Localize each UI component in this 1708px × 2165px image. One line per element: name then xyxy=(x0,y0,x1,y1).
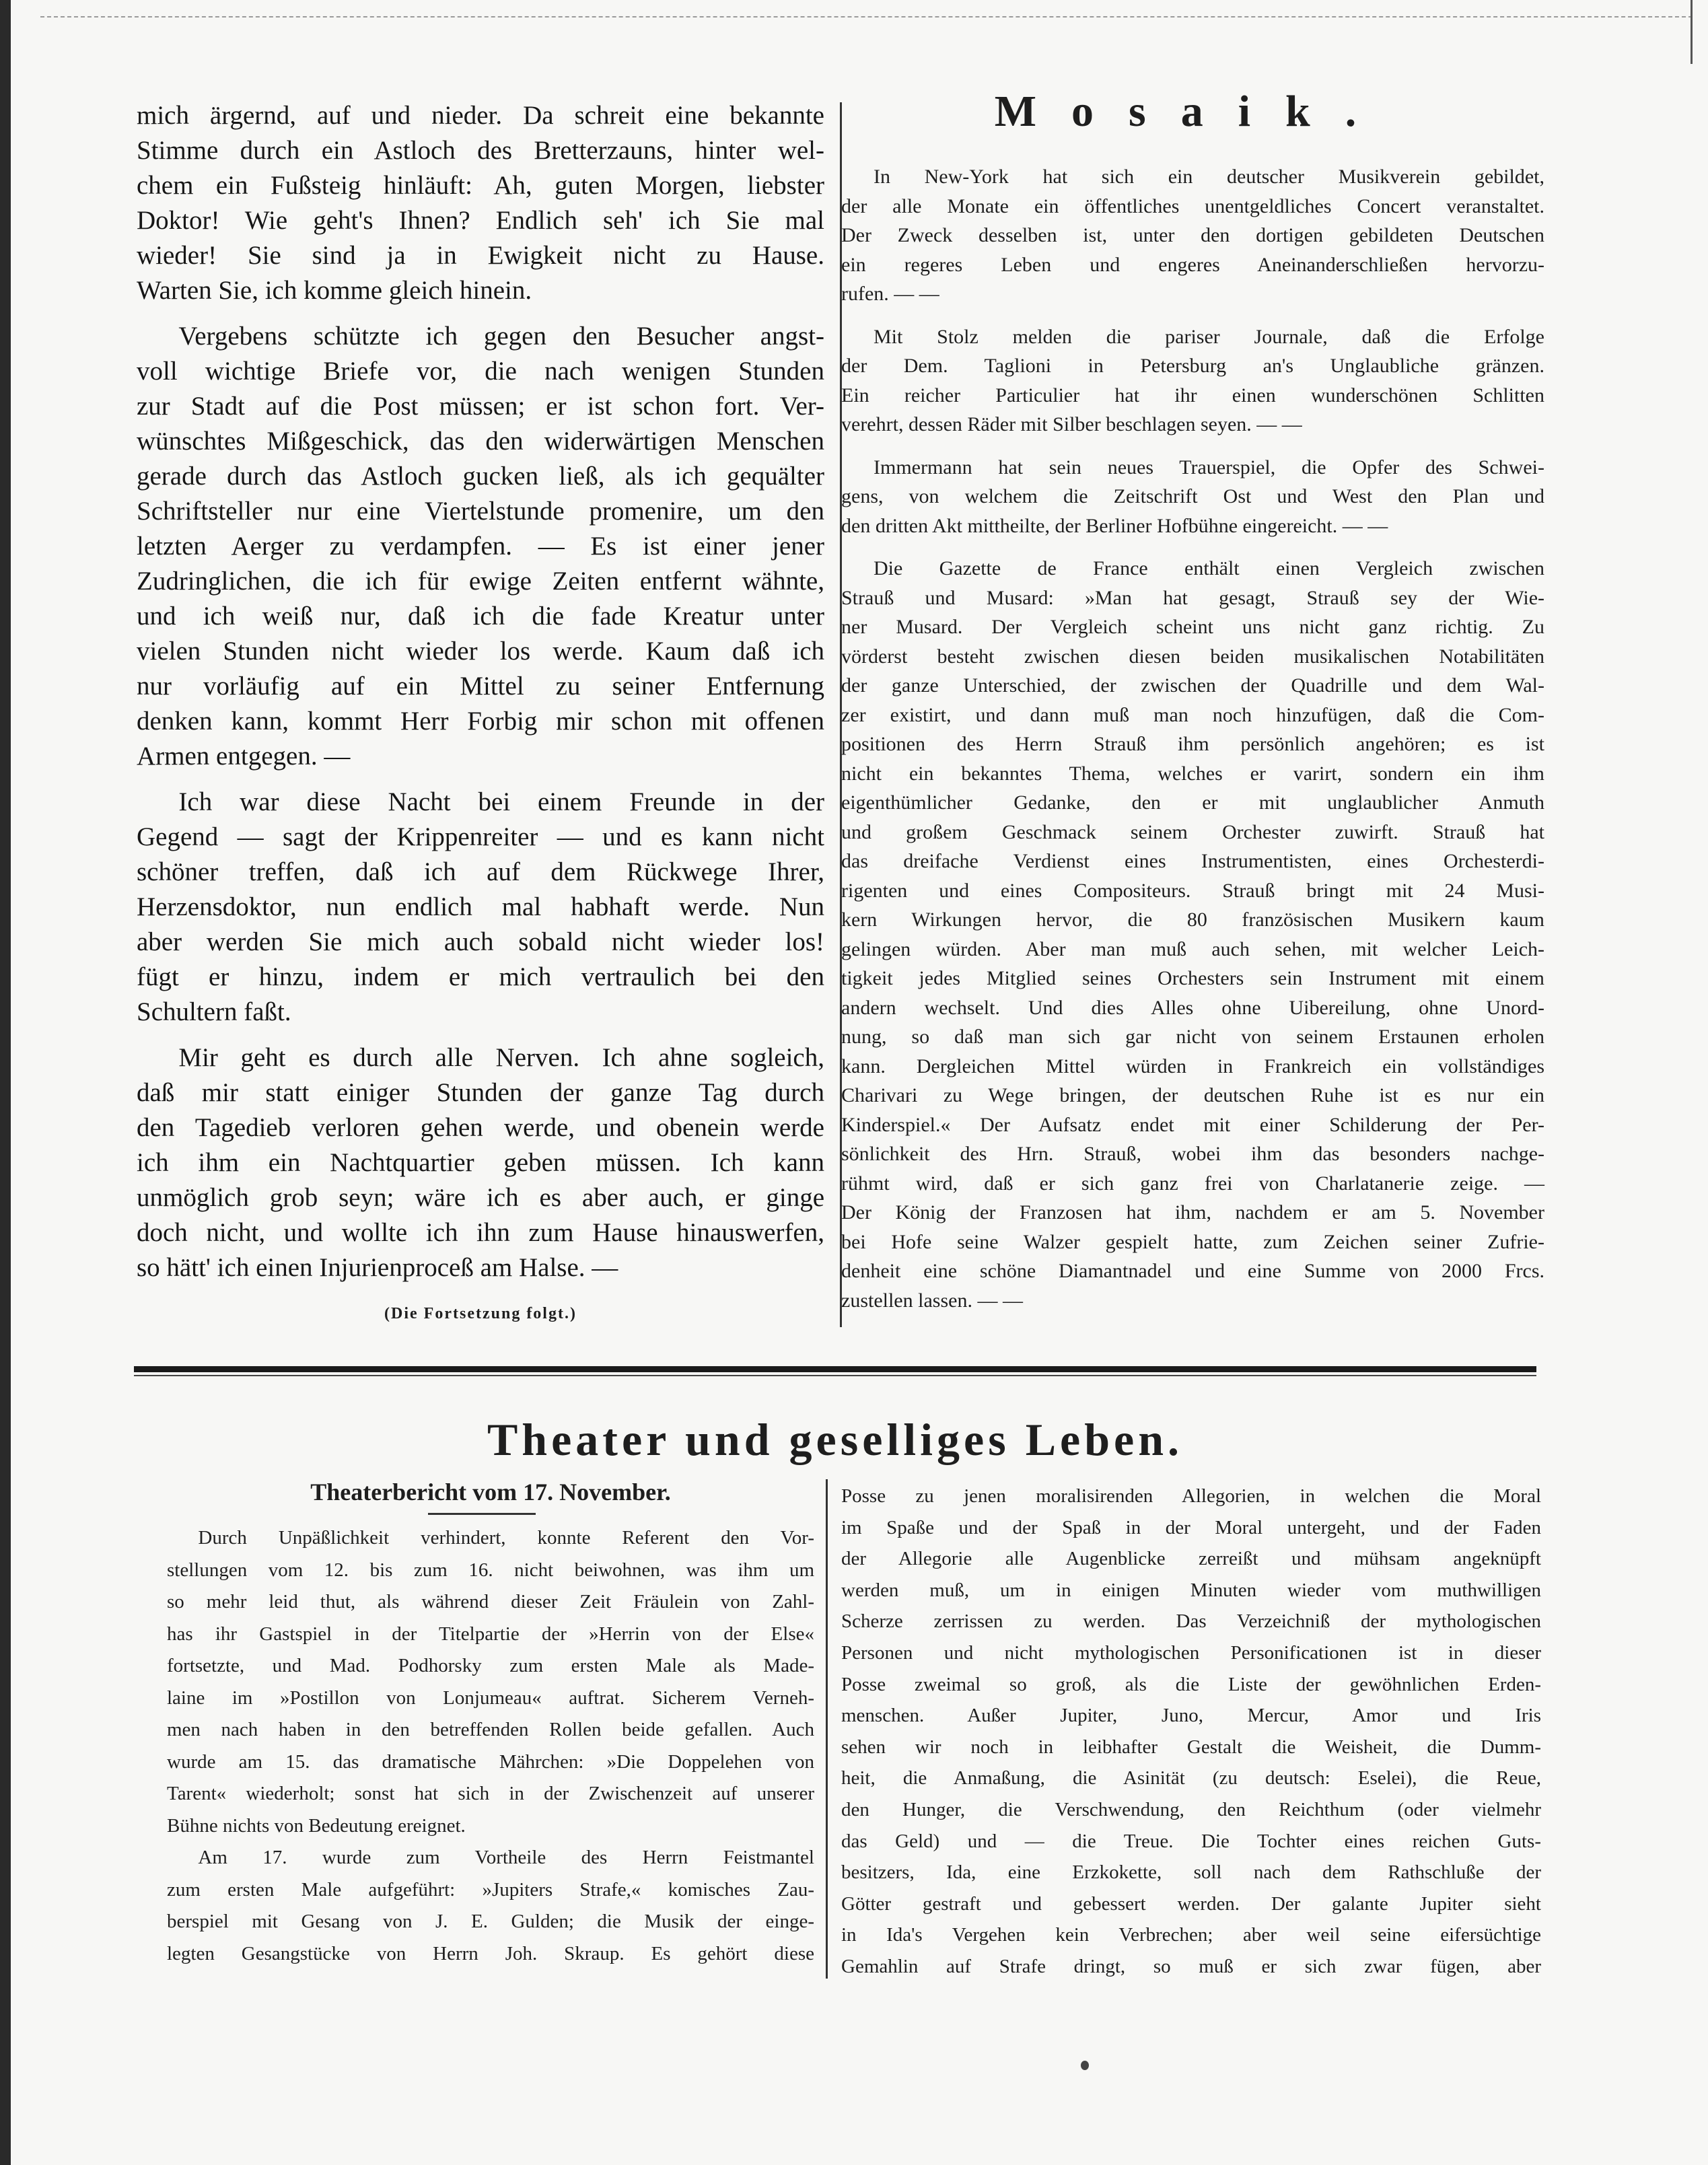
text-line: aber werden Sie mich auch sobald nicht wieder los! xyxy=(137,927,824,956)
text-line: Posse zweimal so groß, als die Liste der gewöhnlichen Erden- xyxy=(841,1673,1541,1695)
text-line: Am 17. wurde zum Vortheile des Herrn Feistmantel xyxy=(198,1847,814,1868)
story-column xyxy=(137,98,824,1285)
text-line: stellungen vom 12. bis zum 16. nicht beiwohnen, was ihm um xyxy=(167,1559,814,1581)
text-line: gens, von welchem die Zeitschrift Ost und West den Plan und xyxy=(841,485,1544,507)
text-line: sönlichkeit des Hrn. Strauß, wobei ihm das besonders nachge- xyxy=(841,1143,1544,1165)
mosaik-column xyxy=(841,162,1544,1315)
paragraph xyxy=(137,1040,824,1285)
paragraph xyxy=(137,98,824,308)
text-line: zum ersten Male aufgeführt: »Jupiters Strafe,« komisches Zau- xyxy=(167,1878,814,1901)
mosaik-heading: Mosaik. xyxy=(994,87,1392,136)
text-line: Herzensdoktor, nun endlich mal habhaft werde. Nun xyxy=(137,892,824,921)
text-line: In New-York hat sich ein deutscher Musikverein gebildet, xyxy=(874,166,1544,188)
paragraph xyxy=(841,554,1544,1315)
text-line: Götter gestraft und gebessert werden. Der galante Jupiter sieht xyxy=(841,1892,1541,1915)
text-line: denken kann, kommt Herr Forbig mir schon mit offenen xyxy=(137,707,824,736)
text-line: Tarent« wiederholt; sonst hat sich in der Zwischenzeit auf unserer xyxy=(167,1783,814,1804)
text-line: Mit Stolz melden die pariser Journale, daß die Erfolge xyxy=(874,325,1544,348)
section-heading: Theater und geselliges Leben. xyxy=(487,1414,1184,1465)
text-line: Ich war diese Nacht bei einem Freunde in der xyxy=(178,787,824,816)
text-line: Armen entgegen. — xyxy=(137,742,351,771)
text-line: schöner treffen, daß ich auf dem Rückwege Ihrer, xyxy=(137,857,824,886)
section-divider-thin xyxy=(134,1375,1536,1376)
paragraph xyxy=(167,1842,814,1970)
text-line: wünschtes Mißgeschick, das den widerwärtigen Menschen xyxy=(137,427,824,456)
text-line: menschen. Außer Jupiter, Juno, Mercur, Amor und Iris xyxy=(841,1705,1541,1727)
text-line: so mehr leid thut, als während dieser Zeit Fräulein von Zahl- xyxy=(167,1591,814,1612)
report-title: Theaterbericht vom 17. November. xyxy=(310,1479,671,1505)
text-line: Stimme durch ein Astloch des Bretterzauns, hinter wel- xyxy=(137,136,824,165)
text-line: Posse zu jenen moralisirenden Allegorien, in welchen die Moral xyxy=(841,1485,1541,1507)
text-line: Warten Sie, ich komme gleich hinein. xyxy=(137,276,532,305)
text-line: so hätt' ich einen Injurienproceß am Halse. — xyxy=(137,1253,618,1282)
text-line: laine im »Postillon von Lonjumeau« auftrat. Sicherem Verneh- xyxy=(167,1687,814,1709)
text-line: Bühne nichts von Bedeutung ereignet. xyxy=(167,1814,466,1837)
text-line: das Geld) und — die Treue. Die Tochter eines reichen Guts- xyxy=(841,1830,1541,1852)
text-line: sehen wir noch in leibhafter Gestalt die Weisheit, die Dumm- xyxy=(841,1736,1541,1758)
text-line: voll wichtige Briefe vor, die nach wenigen Stunden xyxy=(137,357,824,386)
text-line: gerade durch das Astloch gucken ließ, als ich gequälter xyxy=(137,462,824,491)
text-line: has ihr Gastspiel in der Titelpartie der »Herrin von der Else« xyxy=(167,1623,814,1645)
text-line: gelingen würden. Aber man muß auch sehen, mit welcher Leich- xyxy=(841,937,1544,960)
top-border-rule xyxy=(40,16,1693,17)
text-line: Gemahlin auf Strafe dringt, so muß er sich zwar fügen, aber xyxy=(841,1955,1541,1977)
paragraph xyxy=(841,162,1544,309)
text-line: der alle Monate ein öffentliches unentgeldliches Concert veranstaltet. xyxy=(841,194,1544,217)
text-line: verehrt, dessen Räder mit Silber beschlagen seyen. — — xyxy=(841,413,1302,435)
text-line: besitzers, Ida, eine Erzkokette, soll nach dem Rathschluße der xyxy=(841,1861,1541,1884)
text-line: und großem Geschmack seinem Orchester zuwirft. Strauß hat xyxy=(841,820,1544,843)
text-line: Die Gazette de France enthält einen Vergleich zwischen xyxy=(874,557,1544,579)
text-line: den dritten Akt mittheilte, der Berliner Hofbühne eingereicht. — — xyxy=(841,514,1388,537)
text-line: Immermann hat sein neues Trauerspiel, die Opfer des Schwei- xyxy=(874,456,1544,478)
text-line: vielen Stunden nicht wieder los werde. Kaum daß ich xyxy=(137,637,824,666)
text-line: ich ihm ein Nachtquartier geben müssen. Ich kann xyxy=(137,1148,824,1177)
text-line: letzten Aerger zu verdampfen. — Es ist einer jener xyxy=(137,532,824,561)
text-line: nur vorläufig auf ein Mittel zu seiner Entfernung xyxy=(137,672,824,701)
column-divider xyxy=(826,1479,828,1979)
paragraph xyxy=(841,322,1544,439)
text-line: Der König der Franzosen hat ihm, nachdem er am 5. November xyxy=(841,1201,1544,1223)
text-line: Scherze zerrissen zu werden. Das Verzeichniß der mythologischen xyxy=(841,1610,1541,1633)
text-line: Vergebens schützte ich gegen den Besucher angst- xyxy=(178,322,824,351)
text-line: der Allegorie alle Augenblicke zerreißt und mühsam angeknüpft xyxy=(841,1548,1541,1570)
text-line: zustellen lassen. — — xyxy=(841,1289,1023,1312)
text-line: ner Musard. Der Vergleich scheint uns nicht ganz richtig. Zu xyxy=(841,616,1544,638)
text-line: nicht ein bekanntes Thema, welches er varirt, sondern ein ihm xyxy=(841,762,1544,785)
text-line: kern Wirkungen hervor, die 80 französischen Musikern kaum xyxy=(841,909,1544,931)
text-line: ein regeres Leben und engeres Aneinanderschließen hervorzu- xyxy=(841,253,1544,276)
text-line: Charivari zu Wege bringen, der deutschen Ruhe ist es nur ein xyxy=(841,1084,1544,1106)
text-line: der ganze Unterschied, der zwischen der Quadrille und dem Wal- xyxy=(841,674,1544,697)
text-line: Schriftsteller nur eine Viertelstunde promenire, um den xyxy=(137,497,824,526)
text-line: wurde am 15. das dramatische Mährchen: »Die Doppelehen von xyxy=(167,1750,814,1773)
text-line: vörderst besteht zwischen diesen beiden musikalischen Notabilitäten xyxy=(841,645,1544,668)
text-line: legten Gesangstücke von Herrn Joh. Skraup. Es gehört diese xyxy=(167,1942,814,1964)
text-line: andern wechselt. Und dies Alles ohne Uibereilung, ohne Unord- xyxy=(841,996,1544,1019)
text-line: Schultern faßt. xyxy=(137,997,291,1026)
text-line: heit, die Anmaßung, die Asinität (zu deutsch: Eselei), die Reue, xyxy=(841,1767,1541,1789)
text-line: Gegend — sagt der Krippenreiter — und es kann nicht xyxy=(137,822,824,851)
text-line: berspiel mit Gesang von J. E. Gulden; die Musik der einge- xyxy=(167,1911,814,1932)
text-line: wieder! Sie sind ja in Ewigkeit nicht zu Hause. xyxy=(137,241,824,270)
text-line: zer existirt, und dann muß man noch hinzufügen, daß die Com- xyxy=(841,703,1544,726)
paragraph xyxy=(137,319,824,774)
section-divider-thick xyxy=(134,1366,1536,1372)
paragraph xyxy=(137,785,824,1030)
text-line: Doktor! Wie geht's Ihnen? Endlich seh' ich Sie mal xyxy=(137,206,824,235)
text-line: doch nicht, und wollte ich ihn zum Hause hinauswerfen, xyxy=(137,1218,824,1247)
text-line: den Tagedieb verloren gehen werde, und obenein werde xyxy=(137,1113,824,1142)
text-line: Zudringlichen, die ich für ewige Zeiten entfernt wähnte, xyxy=(137,567,824,596)
paragraph xyxy=(841,453,1544,541)
text-line: daß mir statt einiger Stunden der ganze Tag durch xyxy=(137,1078,824,1107)
text-line: in Ida's Vergehen kein Verbrechen; aber weil seine eifersüchtige xyxy=(841,1924,1541,1946)
text-line: nung, so daß man sich gar nicht von seinem Erstaunen erholen xyxy=(841,1026,1544,1048)
text-line: Ein reicher Particulier hat ihr einen wunderschönen Schlitten xyxy=(841,384,1544,406)
title-underline xyxy=(428,1513,536,1515)
text-line: men nach haben in den betreffenden Rollen beide gefallen. Auch xyxy=(167,1719,814,1740)
text-line: zur Stadt auf die Post müssen; er ist schon fort. Ver- xyxy=(137,392,824,421)
text-line: Mir geht es durch alle Nerven. Ich ahne sogleich, xyxy=(178,1043,824,1072)
text-line: rigenten und eines Compositeurs. Strauß bringt mit 24 Musi- xyxy=(841,879,1544,902)
text-line: Personen und nicht mythologischen Personificationen ist in dieser xyxy=(841,1641,1541,1664)
paragraph xyxy=(167,1522,814,1842)
text-line: Kinderspiel.« Der Aufsatz endet mit einer Schilderung der Per- xyxy=(841,1113,1544,1136)
text-line: den Hunger, die Verschwendung, den Reichthum (oder vielmehr xyxy=(841,1798,1541,1820)
scan-page-edge xyxy=(0,0,11,2165)
text-line: unmöglich grob seyn; wäre ich es aber auch, er ginge xyxy=(137,1183,824,1212)
text-line: eigenthümlicher Gedanke, den er mit unglaublicher Anmuth xyxy=(841,791,1544,814)
corner-mark xyxy=(1691,0,1693,64)
text-line: tigkeit jedes Mitglied seines Orchesters sein Instrument mit einem xyxy=(841,967,1544,989)
text-line: das dreifache Verdienst eines Instrumentisten, eines Orchesterdi- xyxy=(841,850,1544,872)
text-line: Durch Unpäßlichkeit verhindert, konnte Referent den Vor- xyxy=(198,1527,814,1549)
text-line: rufen. — — xyxy=(841,283,939,305)
text-line: werden muß, um in einigen Minuten wieder vom muthwilligen xyxy=(841,1579,1541,1601)
text-line: und ich weiß nur, daß ich die fade Kreatur unter xyxy=(137,602,824,631)
text-line: chem ein Fußsteig hinläuft: Ah, guten Morgen, liebster xyxy=(137,171,824,200)
paragraph xyxy=(841,1481,1541,1983)
text-line: kann. Dergleichen Mittel würden in Frankreich ein vollständiges xyxy=(841,1055,1544,1077)
text-line: im Spaße und der Spaß in der Moral untergeht, und der Faden xyxy=(841,1516,1541,1538)
theater-report-right-column xyxy=(841,1481,1541,1983)
theater-report-left-column xyxy=(167,1522,814,1970)
text-line: denheit eine schöne Diamantnadel und eine Summe von 2000 Frcs. xyxy=(841,1260,1544,1282)
text-line: fügt er hinzu, indem er mich vertraulich bei den xyxy=(137,962,824,991)
text-line: rühmt wird, daß er sich ganz frei von Charlatanerie zeige. — xyxy=(841,1172,1544,1195)
text-line: der Dem. Taglioni in Petersburg an's Unglaubliche gränzen. xyxy=(841,355,1544,377)
ink-speck xyxy=(1081,2061,1089,2070)
text-line: Strauß und Musard: »Man hat gesagt, Strauß sey der Wie- xyxy=(841,586,1544,609)
text-line: Der Zweck desselben ist, unter den dortigen gebildeten Deutschen xyxy=(841,224,1544,246)
continuation-note: (Die Fortsetzung folgt.) xyxy=(384,1305,577,1322)
text-line: bei Hofe seine Walzer gespielt hatte, zum Zeichen seiner Zufrie- xyxy=(841,1230,1544,1253)
text-line: fortsetzte, und Mad. Podhorsky zum ersten Male als Made- xyxy=(167,1655,814,1676)
text-line: mich ärgernd, auf und nieder. Da schreit eine bekannte xyxy=(137,101,824,130)
text-line: positionen des Herrn Strauß ihm persönlich angehören; es ist xyxy=(841,733,1544,755)
